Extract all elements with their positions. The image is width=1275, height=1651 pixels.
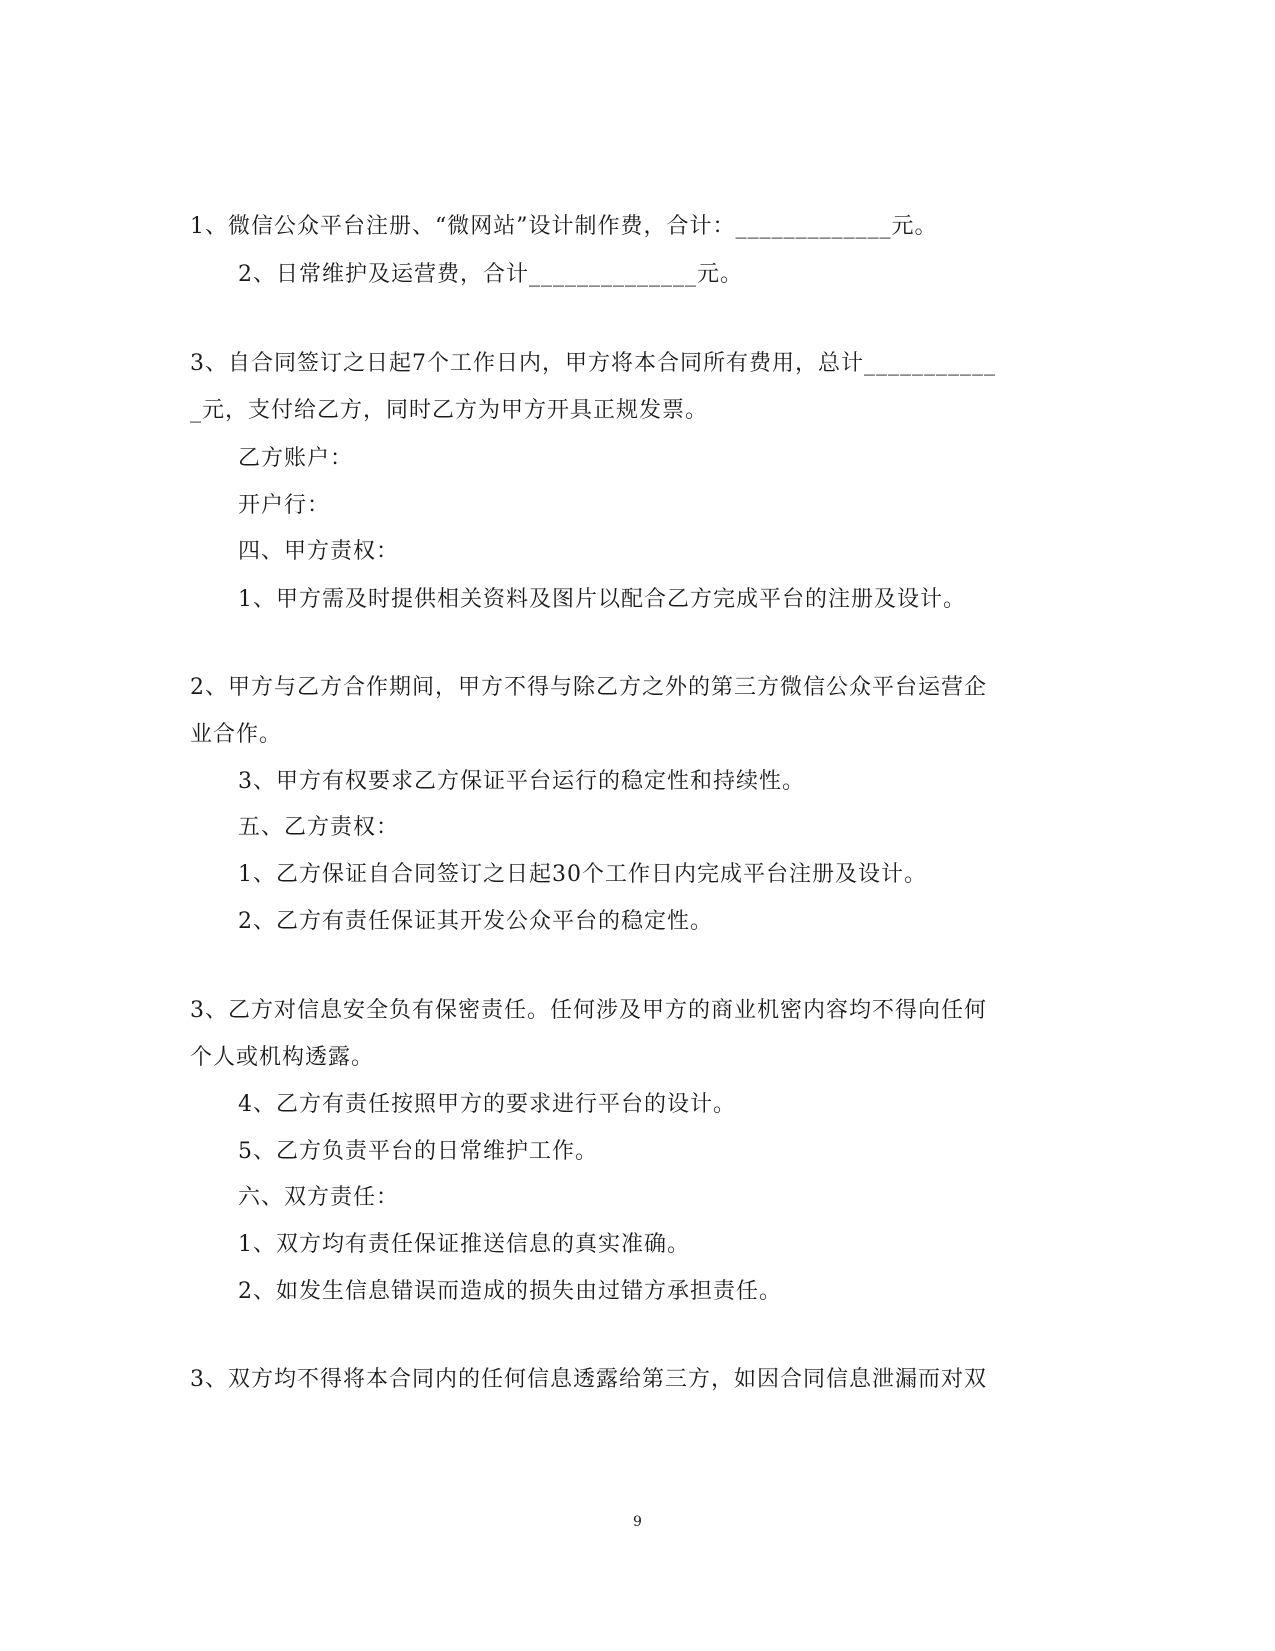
page-number: 9	[633, 1514, 642, 1530]
text-line: 2、如发生信息错误而造成的损失由过错方承担责任。	[238, 1279, 782, 1304]
text-line: 1、微信公众平台注册、“微网站”设计制作费，合计：_____________元。	[190, 214, 938, 239]
text-line: 1、双方均有责任保证推送信息的真实准确。	[238, 1232, 690, 1257]
section-heading: 五、乙方责权：	[238, 815, 400, 840]
text-line: 5、乙方负责平台的日常维护工作。	[238, 1139, 598, 1164]
text-line: 业合作。	[190, 722, 283, 747]
text-line: 3、甲方有权要求乙方保证平台运行的稳定性和持续性。	[238, 769, 805, 794]
text-line: 开户行：	[238, 493, 331, 518]
section-heading: 六、双方责任：	[238, 1185, 400, 1210]
text-line: 3、双方均不得将本合同内的任何信息透露给第三方，如因合同信息泄漏而对双	[190, 1367, 987, 1392]
text-line: 3、自合同签订之日起7个工作日内，甲方将本合同所有费用，总计___________	[190, 351, 996, 376]
text-line: 3、乙方对信息安全负有保密责任。任何涉及甲方的商业机密内容均不得向任何	[190, 998, 987, 1023]
text-line: 2、甲方与乙方合作期间，甲方不得与除乙方之外的第三方微信公众平台运营企	[190, 675, 987, 700]
text-line: 2、日常维护及运营费，合计______________元。	[238, 262, 743, 287]
text-line: 1、甲方需及时提供相关资料及图片以配合乙方完成平台的注册及设计。	[238, 587, 966, 612]
text-line: _元，支付给乙方，同时乙方为甲方开具正规发票。	[190, 398, 709, 423]
text-line: 1、乙方保证自合同签订之日起30个工作日内完成平台注册及设计。	[238, 862, 927, 887]
section-heading: 四、甲方责权：	[238, 539, 400, 564]
text-line: 4、乙方有责任按照甲方的要求进行平台的设计。	[238, 1092, 736, 1117]
text-line: 2、乙方有责任保证其开发公众平台的稳定性。	[238, 909, 713, 934]
text-line: 个人或机构透露。	[190, 1045, 375, 1070]
text-line: 乙方账户：	[238, 446, 354, 471]
